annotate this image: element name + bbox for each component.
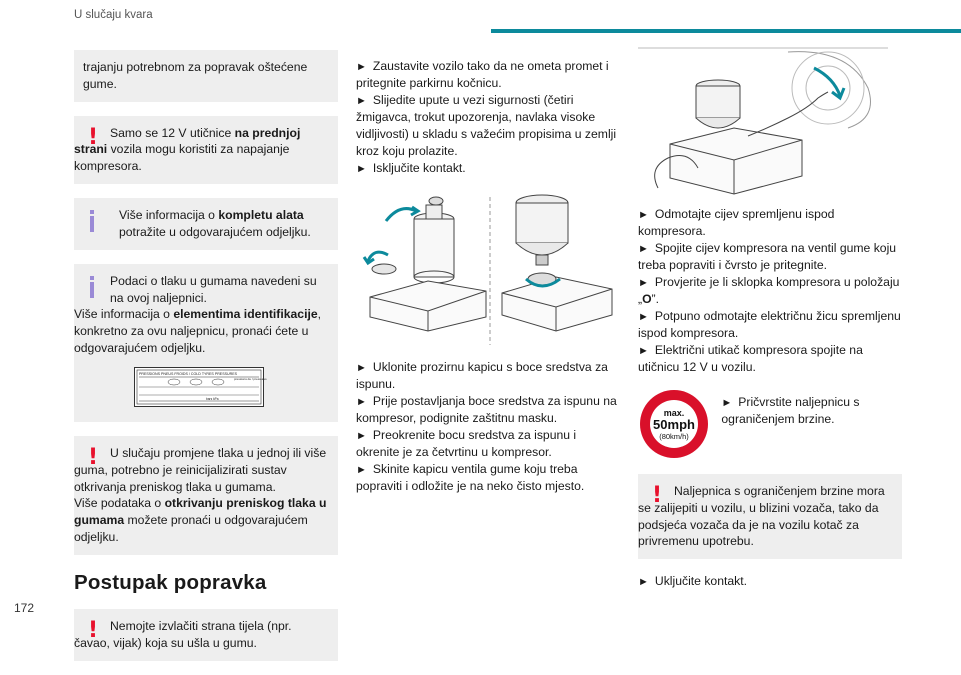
step-item: ► Potpuno odmotajte električnu žicu spremljenu ispod kompresora. (638, 309, 901, 341)
warning-box-12v: ! Samo se 12 V utičnice na prednjoj strani vozila mogu koristiti za napajanje kompresora. (74, 116, 338, 184)
section-heading: Postupak popravka (74, 570, 267, 594)
info-icon (90, 276, 94, 298)
warning-box-reinit: ! U slučaju promjene tlaka u jednoj ili više guma, potrebno je reinicijalizirati sustav otkrivanja preniskog tlaka u gumama. Više podataka o otkrivanju preniskog tlaka u gumama možete pronaći u odgovarajućem odjeljku. (74, 436, 338, 555)
arrow-bullet-icon: ► (721, 397, 733, 409)
step-item: ► Električni utikač kompresora spojite na utičnicu 12 V u vozilu. (638, 343, 863, 375)
info-box-tyre-pressure: Podaci o tlaku u gumama navedeni su na ovoj naljepnici. Više informacija o elementima identifikacije, konkretno za ovu naljepnicu, pronaći ćete u odgovarajućem odjeljku. PRESSIONS PNEUS FROIDS / COLD TYRES PRESSURES pressions de / pressures bars kPa (74, 264, 338, 422)
header-accent-bar (491, 29, 961, 33)
steps-bottle (356, 359, 620, 495)
column-left (74, 50, 338, 675)
step-item: ► Provjerite je li sklopka kompresora u položaju „O”. (638, 275, 900, 307)
compressor-hose-illustration (638, 48, 888, 198)
arrow-bullet-icon: ► (638, 277, 649, 289)
arrow-bullet-icon: ► (356, 463, 367, 476)
step-item: ► Spojite cijev kompresora na ventil gume koju treba popraviti i čvrsto je pritegnite. (638, 241, 897, 273)
arrow-bullet-icon: ► (356, 395, 367, 408)
step-item: ► Skinite kapicu ventila gume koju treba popraviti i odložite je na neko čisto mjesto. (356, 461, 585, 493)
step-item: ► Isključite kontakt. (356, 160, 466, 175)
step-item: ► Uklonite prozirnu kapicu s boce sredstva za ispunu. (356, 359, 608, 391)
arrow-bullet-icon: ► (638, 345, 649, 357)
column-right (638, 48, 902, 590)
sign-kmh: (80km/h) (659, 432, 689, 441)
sign-max: max. (663, 408, 685, 418)
step-item: ► Uključite kontakt. (638, 574, 748, 589)
warning-box-speed-sticker: ! Naljepnica s ograničenjem brzine mora se zalijepiti u vozilu, u blizini vozača, tako da podsjeća vozača da je na vozilu kotač za privremenu upotrebu. (638, 474, 902, 559)
info-box-tool-kit: Više informacija o kompletu alata potražite u odgovarajućem odjeljku. (74, 198, 338, 250)
label-units: bars kPa (206, 396, 219, 401)
page-number: 172 (14, 601, 35, 615)
continuation-box (74, 50, 338, 102)
running-header: U slučaju kvara (74, 9, 153, 21)
arrow-bullet-icon: ► (356, 61, 367, 73)
warning-exclamation-icon: ! (652, 483, 663, 508)
step-item: ► Odmotajte cijev spremljenu ispod kompresora. (638, 207, 835, 239)
speed-limit-sign-icon (638, 388, 710, 460)
arrow-bullet-icon: ► (356, 361, 367, 374)
step-item: ► Prije postavljanja boce sredstva za ispunu na kompresor, podignite zaštitnu masku. (356, 393, 617, 425)
label-title: PRESSIONS PNEUS FROIDS / COLD TYRES PRESSURES (139, 371, 237, 376)
label-small-text: pressions de / pressures (234, 376, 267, 381)
step-item: ► Preokrenite bocu sredstva za ispunu i okrenite je za četvrtinu u kompresor. (356, 427, 577, 459)
continuation-text: trajanju potrebnom za popravak oštećene gume. (83, 60, 308, 91)
info-icon (90, 210, 94, 232)
speed-sign-row (638, 388, 902, 460)
tyre-pressure-label-illustration (134, 367, 267, 407)
column-middle (356, 58, 620, 495)
arrow-bullet-icon: ► (356, 162, 367, 175)
arrow-bullet-icon: ► (638, 209, 649, 221)
step-item: ► Zaustavite vozilo tako da ne ometa promet i pritegnite parkirnu kočnicu. (356, 59, 609, 91)
arrow-bullet-icon: ► (356, 95, 367, 107)
arrow-bullet-icon: ► (638, 311, 649, 323)
arrow-bullet-icon: ► (638, 576, 649, 589)
steps-stop-vehicle (356, 58, 620, 177)
steps-hose (638, 206, 902, 376)
warning-box-foreign-objects: ! Nemojte izvlačiti strana tijela (npr. čavao, vijak) koja su ušla u gumu. (74, 609, 338, 661)
sealant-bottle-illustration (356, 189, 620, 349)
sign-mph: 50mph (653, 417, 695, 432)
arrow-bullet-icon: ► (356, 429, 367, 442)
step-item: ► Pričvrstite naljepnicu s ograničenjem brzine. (721, 395, 860, 427)
warning-exclamation-icon: ! (88, 444, 99, 470)
warning-exclamation-icon: ! (88, 618, 99, 644)
arrow-bullet-icon: ► (638, 243, 649, 255)
warning-exclamation-icon: ! (88, 124, 99, 150)
step-item: ► Slijedite upute u vezi sigurnosti (četiri žmigavca, trokut upozorenja, navlaka visoke vidljivosti) u skladu s važećim propisima u zemlji kroz koju prolazite. (356, 93, 617, 158)
